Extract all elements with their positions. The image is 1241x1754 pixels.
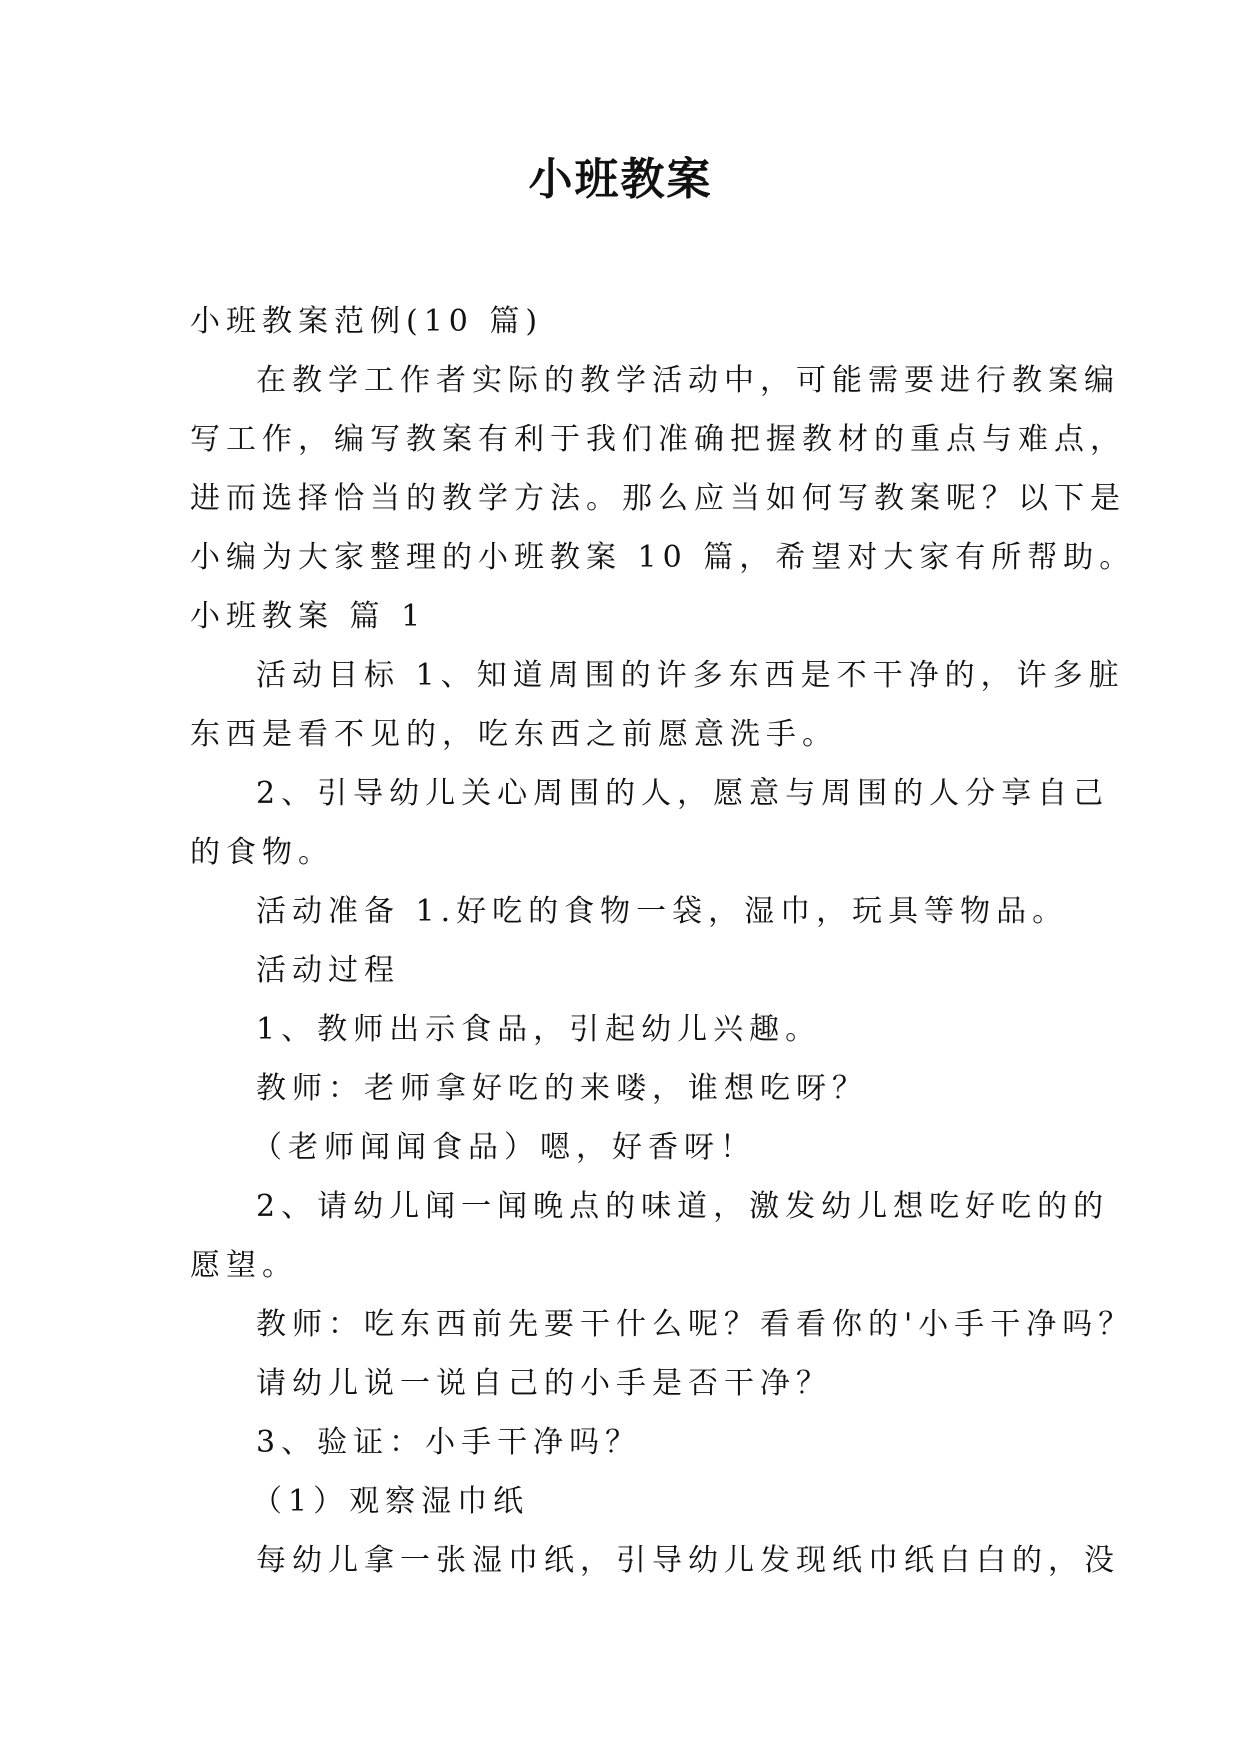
paragraph-line: 每幼儿拿一张湿巾纸，引导幼儿发现纸巾纸白白的，没: [256, 1543, 1120, 1578]
paragraph-line: 1、教师出示食品，引起幼儿兴趣。: [256, 1012, 822, 1047]
paragraph-line: （老师闻闻食品）嗯，好香呀！: [252, 1130, 756, 1165]
paragraph-line: 在教学工作者实际的教学活动中，可能需要进行教案编: [256, 363, 1120, 398]
paragraph-line: 东西是看不见的，吃东西之前愿意洗手。: [190, 717, 838, 752]
paragraph-line: 小班教案范例(10 篇): [190, 304, 544, 339]
paragraph-line: 愿望。: [190, 1248, 298, 1283]
paragraph-line: 2、引导幼儿关心周围的人，愿意与周围的人分享自己: [256, 776, 1110, 811]
paragraph-line: 活动目标 1、知道周围的许多东西是不干净的，许多脏: [256, 658, 1125, 693]
paragraph-line: （1）观察湿巾纸: [252, 1484, 530, 1519]
paragraph-line: 小编为大家整理的小班教案 10 篇，希望对大家有所帮助。: [190, 540, 1136, 575]
section-heading: 小班教案 篇 1: [190, 599, 427, 634]
paragraph-line: 教师：老师拿好吃的来喽，谁想吃呀？: [256, 1071, 868, 1106]
paragraph-line: 的食物。: [190, 835, 334, 870]
paragraph-line: 3、验证：小手干净吗？: [256, 1425, 642, 1460]
document-body: [190, 292, 1136, 1590]
paragraph-line: 活动准备 1.好吃的食物一袋，湿巾，玩具等物品。: [256, 894, 1069, 929]
paragraph-line: 活动过程: [256, 953, 400, 988]
paragraph-line: 教师：吃东西前先要干什么呢？看看你的'小手干净吗？: [256, 1307, 1135, 1342]
paragraph-line: 2、请幼儿闻一闻晚点的味道，激发幼儿想吃好吃的的: [256, 1189, 1110, 1224]
paragraph-line: 请幼儿说一说自己的小手是否干净？: [256, 1366, 832, 1401]
page-title: 小班教案: [528, 154, 713, 205]
paragraph-line: 写工作，编写教案有利于我们准确把握教材的重点与难点，: [190, 422, 1126, 457]
paragraph-line: 进而选择恰当的教学方法。那么应当如何写教案呢？以下是: [190, 481, 1126, 516]
